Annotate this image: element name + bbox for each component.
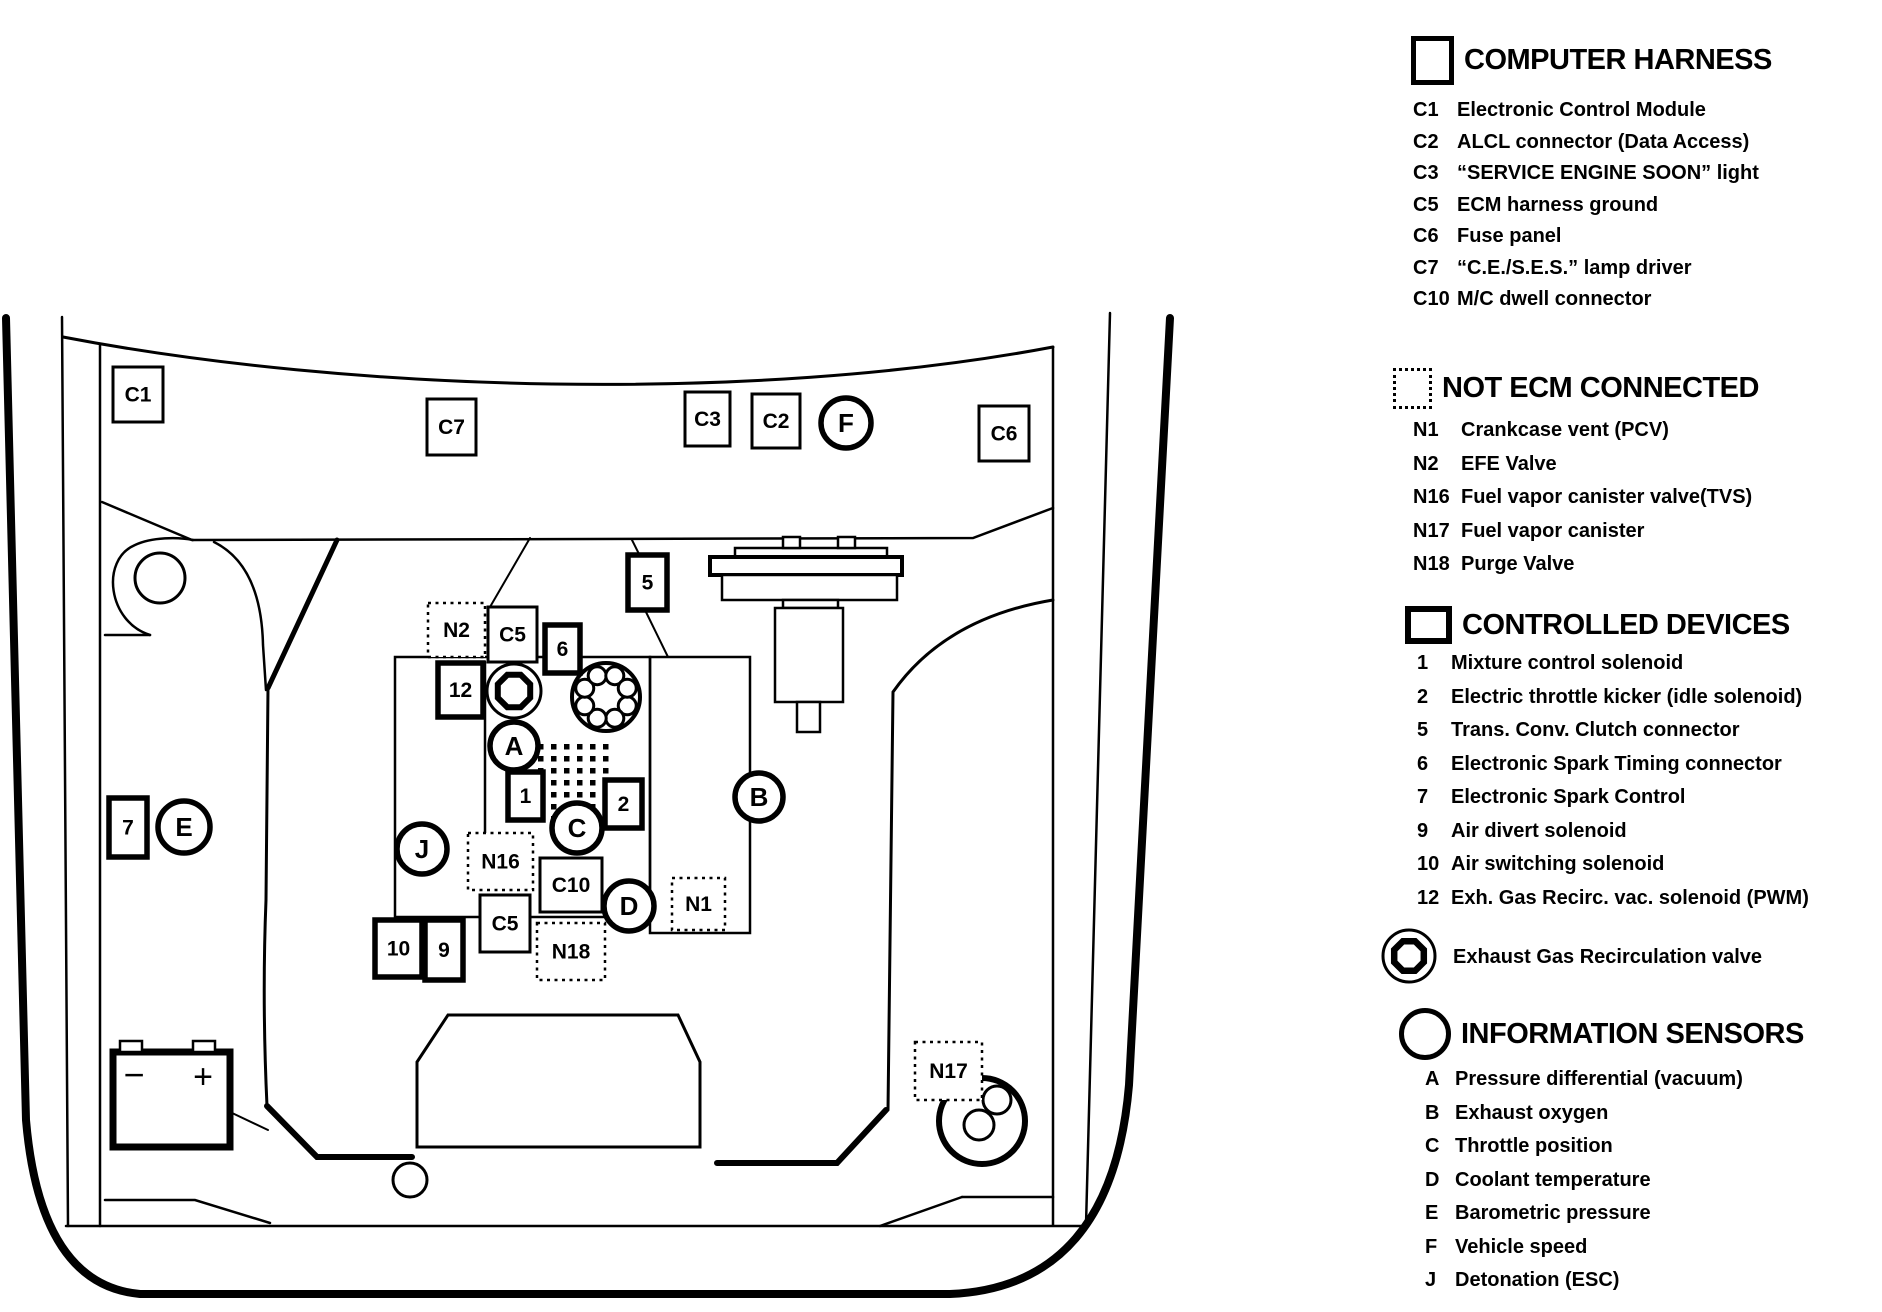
dot-grid-pad (551, 768, 557, 774)
component-box-label-c2: C2 (762, 410, 790, 433)
component-box-label-box-10: 10 (386, 937, 411, 961)
component-box-label-box-5: 5 (641, 571, 654, 595)
legend-item-label: N2 (1413, 452, 1439, 475)
legend-section-title: CONTROLLED DEVICES (1462, 608, 1790, 641)
master-cylinder-body (775, 608, 843, 702)
square-outline-icon (1411, 36, 1454, 85)
distributor-cap-tower (588, 667, 606, 685)
battery-positive-symbol: + (193, 1058, 213, 1096)
legend-item-text: Electric throttle kicker (idle solenoid) (1451, 685, 1803, 708)
cowl-diagonal-line (102, 502, 192, 540)
legend-item-text: ALCL connector (Data Access) (1457, 130, 1750, 153)
dot-grid-pad (551, 804, 557, 810)
legend-item-6 (1417, 753, 1809, 787)
legend-item-text: “SERVICE ENGINE SOON” light (1457, 162, 1759, 184)
legend-item-d (1425, 1169, 1804, 1203)
brake-booster-body (710, 557, 902, 575)
legend-section-computer-harness (1393, 36, 1772, 320)
legend-item-label: C5 (1413, 193, 1439, 216)
legend-section-header (1411, 36, 1772, 85)
legend-item-text: EFE Valve (1461, 452, 1557, 475)
legend-item-label: C3 (1413, 162, 1439, 184)
component-box-label-box-6: 6 (556, 638, 569, 661)
component-box-label-box-12: 12 (448, 679, 473, 702)
legend-item-text: Electronic Spark Timing connector (1451, 752, 1782, 775)
legend-panel (1393, 0, 1882, 1312)
legend-item-label: J (1425, 1269, 1437, 1291)
legend-section-title: NOT ECM CONNECTED (1442, 372, 1759, 404)
legend-section-header (1393, 368, 1759, 409)
legend-item-text: Exhaust Gas Recirculation valve (1453, 945, 1763, 968)
legend-item-text: “C.E./S.E.S.” lamp driver (1457, 256, 1692, 279)
component-box-label-c5-upper: C5 (499, 623, 526, 647)
legend-item-text: ECM harness ground (1457, 193, 1659, 216)
legend-item-text: Air switching solenoid (1451, 853, 1665, 875)
brake-booster-lower (722, 575, 897, 600)
legend-item-label: 1 (1417, 652, 1429, 674)
legend-item-n18 (1413, 553, 1759, 587)
right-fender-line (1086, 313, 1110, 1225)
legend-item-text: Air divert solenoid (1451, 819, 1627, 842)
legend-item-text: Fuel vapor canister (1461, 519, 1645, 542)
legend-item-label: D (1425, 1168, 1440, 1191)
dot-grid-pad (551, 792, 557, 798)
legend-item-label: 7 (1417, 786, 1429, 808)
square-outline-bold-icon (1405, 606, 1452, 644)
legend-item-5 (1417, 719, 1809, 753)
component-box-label-box-1: 1 (519, 785, 532, 808)
dot-grid-pad (590, 744, 596, 750)
dot-grid-pad (577, 768, 583, 774)
legend-item-label: B (1425, 1101, 1440, 1124)
battery-leader-line (230, 1112, 268, 1130)
legend-item-text: Exhaust oxygen (1455, 1101, 1609, 1124)
legend-item-f (1425, 1236, 1804, 1270)
legend-item-2 (1417, 686, 1809, 720)
legend-section-title: INFORMATION SENSORS (1461, 1017, 1804, 1050)
legend-item-label: C6 (1413, 225, 1439, 247)
legend-item-e (1425, 1202, 1804, 1236)
leader-line-box5-top (632, 540, 639, 554)
legend-item-label: C7 (1413, 256, 1439, 279)
dot-grid-pad (603, 768, 609, 774)
dot-grid-pad (551, 780, 557, 786)
dot-grid-pad (590, 768, 596, 774)
sensor-f-label: F (838, 408, 854, 438)
dot-grid-pad (551, 744, 557, 750)
legend-item-text: Electronic Control Module (1457, 99, 1706, 121)
legend-item-label: 12 (1417, 886, 1440, 909)
legend-item-label: C2 (1413, 130, 1439, 153)
legend-item-label: 6 (1417, 752, 1429, 775)
legend-item-label: E (1425, 1202, 1439, 1224)
dot-grid-pad (538, 756, 544, 762)
legend-item-b (1425, 1102, 1804, 1136)
dot-grid-pad (603, 756, 609, 762)
legend-item-label: N18 (1413, 553, 1450, 575)
component-box-label-n2: N2 (443, 619, 470, 642)
dot-grid-pad (577, 756, 583, 762)
booster-tab-left (783, 537, 800, 548)
component-box-label-c6: C6 (990, 422, 1018, 446)
leader-line-box5-bottom (645, 610, 668, 657)
legend-item-9 (1417, 820, 1809, 854)
legend-item-c5 (1413, 194, 1772, 226)
strut-tower-circle (135, 553, 185, 603)
legend-section-title: COMPUTER HARNESS (1464, 44, 1772, 76)
legend-item-text: Trans. Conv. Clutch connector (1451, 719, 1740, 741)
master-cylinder-stem (797, 702, 820, 732)
legend-item-n1 (1413, 419, 1759, 453)
distributor-cap-tower (576, 697, 594, 715)
component-box-label-box-2: 2 (617, 793, 630, 816)
legend-item-text: Detonation (ESC) (1455, 1269, 1620, 1291)
dot-grid-pad (603, 744, 609, 750)
dot-grid-pad (564, 792, 570, 798)
legend-item-label: N1 (1413, 419, 1439, 441)
legend-item-j (1425, 1269, 1804, 1303)
legend-item-1 (1417, 652, 1809, 686)
crossmember-bold-line-left (267, 1106, 412, 1157)
legend-item-text: Crankcase vent (PCV) (1461, 419, 1669, 441)
legend-item-c6 (1413, 225, 1772, 257)
component-box-label-c5-lower: C5 (491, 912, 519, 936)
dot-grid-pad (577, 780, 583, 786)
firewall-line (192, 508, 1053, 540)
legend-item-label: N16 (1413, 486, 1450, 508)
crossmember-bold-line-right (717, 1110, 886, 1163)
component-box-label-c10: C10 (551, 874, 591, 897)
valve-cover-shape (417, 1015, 700, 1147)
legend-item-text: Mixture control solenoid (1451, 652, 1684, 674)
legend-section-controlled-devices (1393, 606, 1809, 986)
legend-item-label: 9 (1417, 819, 1429, 842)
legend-item-label: F (1425, 1235, 1438, 1258)
legend-item-text: Vehicle speed (1455, 1235, 1588, 1258)
component-box-label-c7: C7 (438, 416, 465, 439)
legend-item-text: Throttle position (1455, 1135, 1613, 1157)
dot-grid-pad (590, 792, 596, 798)
legend-item-text: Purge Valve (1461, 553, 1575, 575)
legend-item-text: Fuel vapor canister valve(TVS) (1461, 486, 1753, 508)
canister-port-circle (983, 1086, 1011, 1114)
egr-valve-icon (1379, 928, 1441, 986)
filler-cap-circle (393, 1163, 427, 1197)
legend-item-label: 10 (1417, 853, 1440, 875)
dot-grid-pad (564, 780, 570, 786)
booster-tab-right (838, 537, 855, 548)
strut-tower-arc-right (214, 542, 266, 690)
component-box-label-n17: N17 (929, 1060, 968, 1083)
legend-item-text: Fuse panel (1457, 225, 1562, 247)
legend-item-label: 5 (1417, 719, 1429, 741)
legend-item-text: Exh. Gas Recirc. vac. solenoid (PWM) (1451, 886, 1809, 909)
legend-item-c3 (1413, 162, 1772, 194)
distributor-cap-tower (606, 709, 624, 727)
dot-grid-pad (551, 756, 557, 762)
dot-grid-pad (577, 744, 583, 750)
canister-port-circle (964, 1110, 994, 1140)
legend-item-n16 (1413, 486, 1759, 520)
legend-item-n17 (1413, 520, 1759, 554)
battery-negative-symbol: − (123, 1054, 145, 1095)
legend-item-c (1425, 1135, 1804, 1169)
legend-item-text: Pressure differential (vacuum) (1455, 1068, 1743, 1090)
legend-section-header (1405, 606, 1809, 644)
leader-line-c5 (490, 538, 530, 607)
legend-item-label: C (1425, 1135, 1440, 1157)
dot-grid-pad (564, 756, 570, 762)
sensor-a-label: A (504, 731, 524, 761)
component-box-label-box-9: 9 (438, 939, 450, 962)
distributor-cap-tower (618, 679, 636, 697)
legend-section-information-sensors (1393, 1008, 1804, 1303)
legend-item-10 (1417, 853, 1809, 887)
circle-outline-icon (1399, 1008, 1451, 1060)
legend-item-c10 (1413, 288, 1772, 320)
sensor-b-label: B (749, 782, 769, 812)
legend-item-a (1425, 1068, 1804, 1102)
legend-item-c1 (1413, 99, 1772, 131)
legend-item-label: N17 (1413, 519, 1450, 542)
legend-item-c2 (1413, 131, 1772, 163)
component-box-label-c3: C3 (694, 408, 721, 431)
component-box-label-n18: N18 (551, 940, 591, 964)
right-wheel-arch-line (888, 600, 1053, 1110)
dot-grid-pad (590, 780, 596, 786)
legend-item-text: Coolant temperature (1455, 1168, 1651, 1191)
component-box-label-n1: N1 (685, 893, 712, 916)
dot-grid-pad (564, 768, 570, 774)
legend-item-12 (1417, 887, 1809, 921)
square-dotted-icon (1393, 368, 1432, 409)
heater-plenum-line (264, 688, 268, 1106)
component-box-label-box-7: 7 (122, 816, 134, 840)
sensor-d-label: D (619, 891, 639, 921)
dot-grid-pad (577, 792, 583, 798)
battery-terminal-positive (193, 1041, 215, 1052)
legend-item-n2 (1413, 453, 1759, 487)
lower-body-line-left (105, 1200, 270, 1223)
legend-item-7 (1417, 786, 1809, 820)
heater-plenum-diagonal (268, 540, 337, 688)
legend-item-label: C10 (1413, 288, 1450, 310)
legend-item-egr-valve (1379, 928, 1809, 986)
sensor-c-label: C (567, 813, 587, 843)
left-inner-body-line (62, 317, 68, 1226)
legend-section-header (1399, 1008, 1804, 1060)
legend-item-text: Electronic Spark Control (1451, 786, 1686, 808)
legend-item-text: M/C dwell connector (1457, 288, 1652, 310)
component-box-label-c1: C1 (124, 383, 152, 407)
lower-body-diagonal-right (880, 1197, 962, 1226)
legend-section-not-ecm-connected (1393, 368, 1759, 587)
hood-cowl-curve (63, 337, 1053, 384)
component-box-label-n16: N16 (481, 850, 520, 874)
sensor-e-label: E (175, 812, 193, 842)
battery-terminal-negative (120, 1041, 142, 1052)
sensor-j-label: J (414, 834, 430, 864)
legend-item-text: Barometric pressure (1455, 1202, 1651, 1224)
legend-item-label: A (1425, 1068, 1440, 1090)
dot-grid-pad (590, 756, 596, 762)
legend-item-label: 2 (1417, 685, 1429, 708)
dot-grid-pad (564, 744, 570, 750)
legend-item-c7 (1413, 257, 1772, 289)
legend-item-label: C1 (1413, 99, 1439, 121)
